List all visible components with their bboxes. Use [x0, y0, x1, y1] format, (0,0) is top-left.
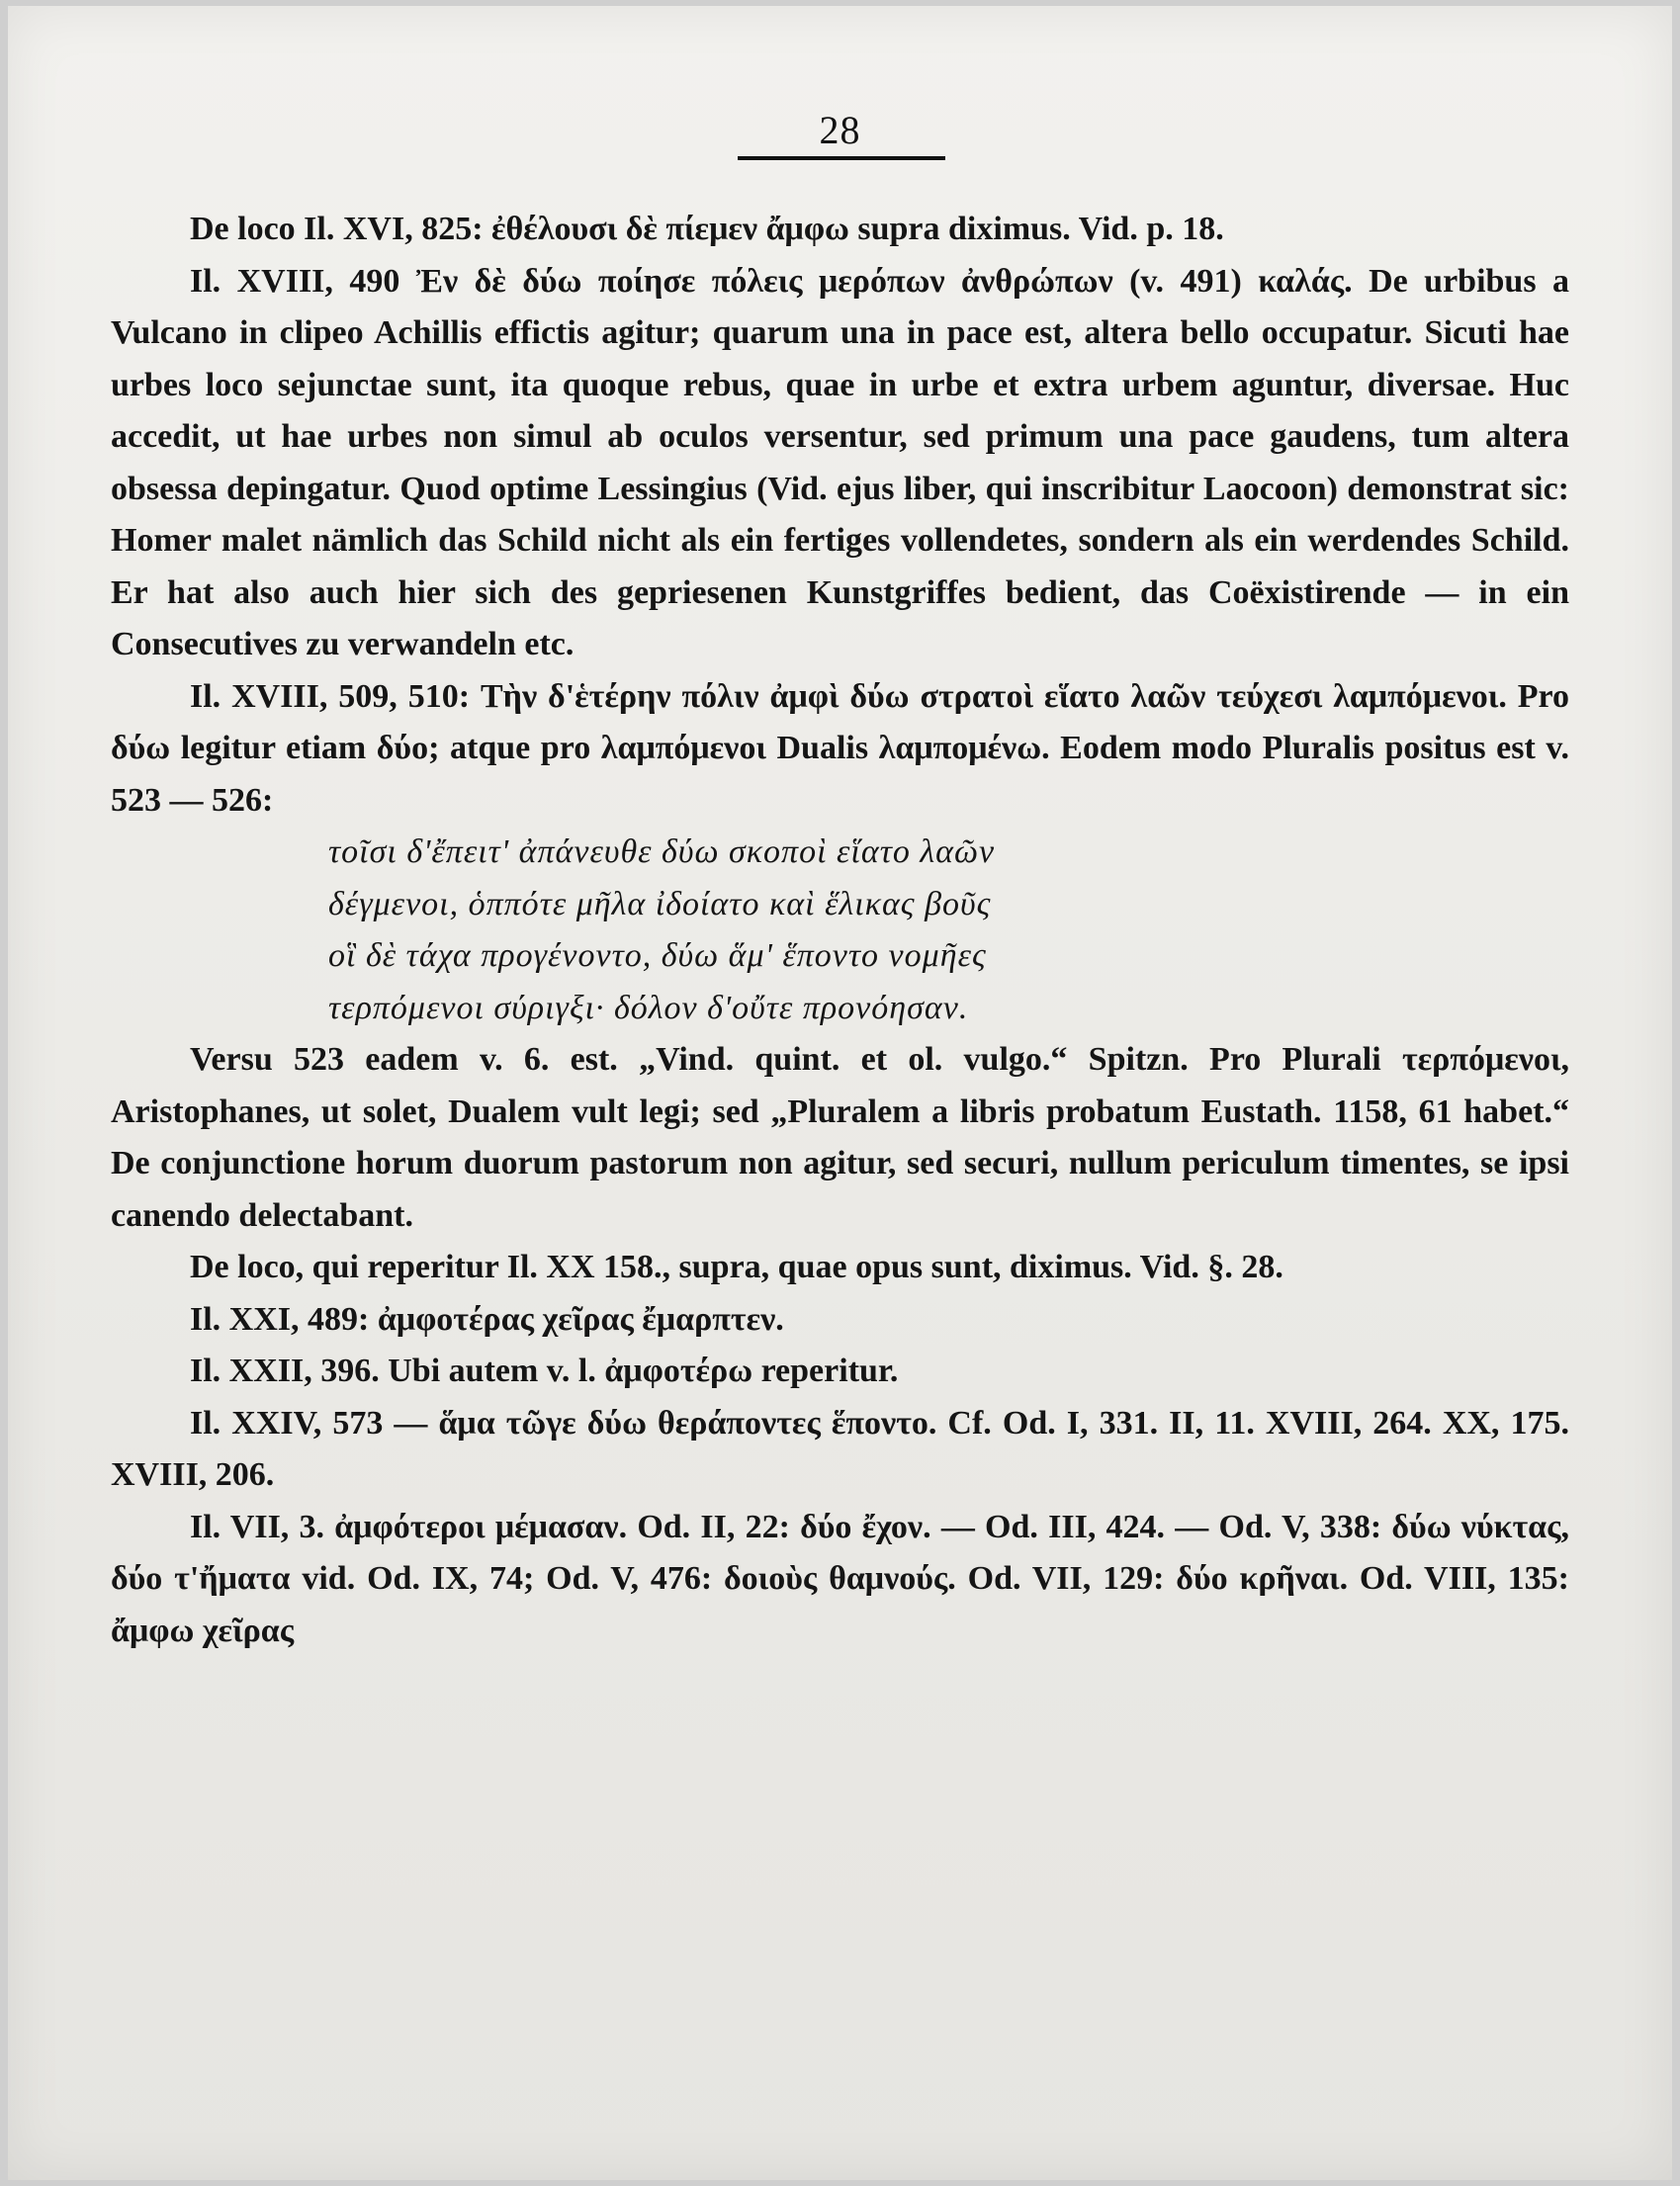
verse-line-2: δέγμενοι, ὁππότε μῆλα ἰδοίατο καὶ ἕλικας βοῦς [328, 885, 992, 922]
verse-line-1: τοῖσι δ'ἔπειτ' ἀπάνευθε δύω σκοποὶ εἵατο λαῶν [328, 833, 996, 870]
paragraph-8: Il. XXIV, 573 — ἅμα τῶγε δύω θεράποντες ἕποντο. Cf. Od. I, 331. II, 11. XVIII, 264. XX, 175. XVIII, 206. [111, 1404, 1569, 1493]
paragraph-9: Il. VII, 3. ἀμφότεροι μέμασαν. Od. II, 22: δύο ἔχον. — Od. III, 424. — Od. V, 338: δύω νύκτας, δύο τ'ἤματα vid. Od. IX, 74; Od. V, 476: δοιοὺς θαμνούς. Od. VII, 129: δύο κρῆναι. Od. VIII, 135: ἄμφω χεῖρας [111, 1508, 1569, 1649]
book-page [8, 6, 1672, 2180]
header-rule [738, 156, 945, 160]
page-number: 28 [819, 108, 861, 152]
paragraph-2: Il. XVIII, 490 Ἐν δὲ δύω ποίησε πόλεις μερόπων ἀνθρώπων (v. 491) καλάς. De urbibus a Vulcano in clipeo Achillis effictis agitur; quarum una in pace est, altera bello occupatur. Sicuti hae urbes loco sejunctae sunt, ita quoque rebus, quae in urbe et extra urbem aguntur, diversae. Huc accedit, ut hae urbes non simul ab oculos versentur, sed primum una pace gaudens, tum altera obsessa depingatur. Quod optime Lessingius (Vid. ejus liber, qui inscribitur Laocoon) demonstrat sic: Homer malet nämlich das Schild nicht als ein fertiges vollendetes, sondern als ein werdendes Schild. Er hat also auch hier sich des gepriesenen Kunstgriffes bedient, das Coëxistirende — in ein Consecutives zu verwandeln etc. [111, 262, 1569, 662]
paragraph-7: Il. XXII, 396. Ubi autem v. l. ἀμφοτέρω reperitur. [190, 1353, 899, 1389]
page-body [111, 204, 1569, 1657]
verse-line-3: οἳ δὲ τάχα προγένοντο, δύω ἅμ' ἕποντο νομῆες [328, 937, 987, 974]
verse-line-4: τερπόμενοι σύριγξι· δόλον δ'οὔτε προνόησαν. [328, 989, 969, 1026]
paragraph-3: Il. XVIII, 509, 510: Τὴν δ'ἑτέρην πόλιν ἀμφὶ δύω στρατοὶ εἵατο λαῶν τεύχεσι λαμπόμενοι. Pro δύω legitur etiam δύο; atque pro λαμπόμενοι Dualis λαμπομένω. Eodem modo Pluralis positus est v. 523 — 526: [111, 677, 1569, 819]
paragraph-6: Il. XXI, 489: ἀμφοτέρας χεῖρας ἔμαρπτεν. [190, 1300, 784, 1338]
paragraph-5: De loco, qui reperitur Il. XX 158., supra, quae opus sunt, diximus. Vid. §. 28. [190, 1249, 1283, 1285]
paragraph-4: Versu 523 eadem v. 6. est. „Vind. quint. et ol. vulgo.“ Spitzn. Pro Plurali τερπόμενοι, Aristophanes, ut solet, Dualem vult legi; sed „Pluralem a libris probatum Eustath. 1158, 61 habet.“ De conjunctione horum duorum pastorum non agitur, sed securi, nullum periculum timentes, se ipsi canendo delectabant. [111, 1041, 1569, 1234]
paragraph-1: De loco Il. XVI, 825: ἐθέλουσι δὲ πίεμεν ἄμφω supra diximus. Vid. p. 18. [190, 211, 1224, 247]
